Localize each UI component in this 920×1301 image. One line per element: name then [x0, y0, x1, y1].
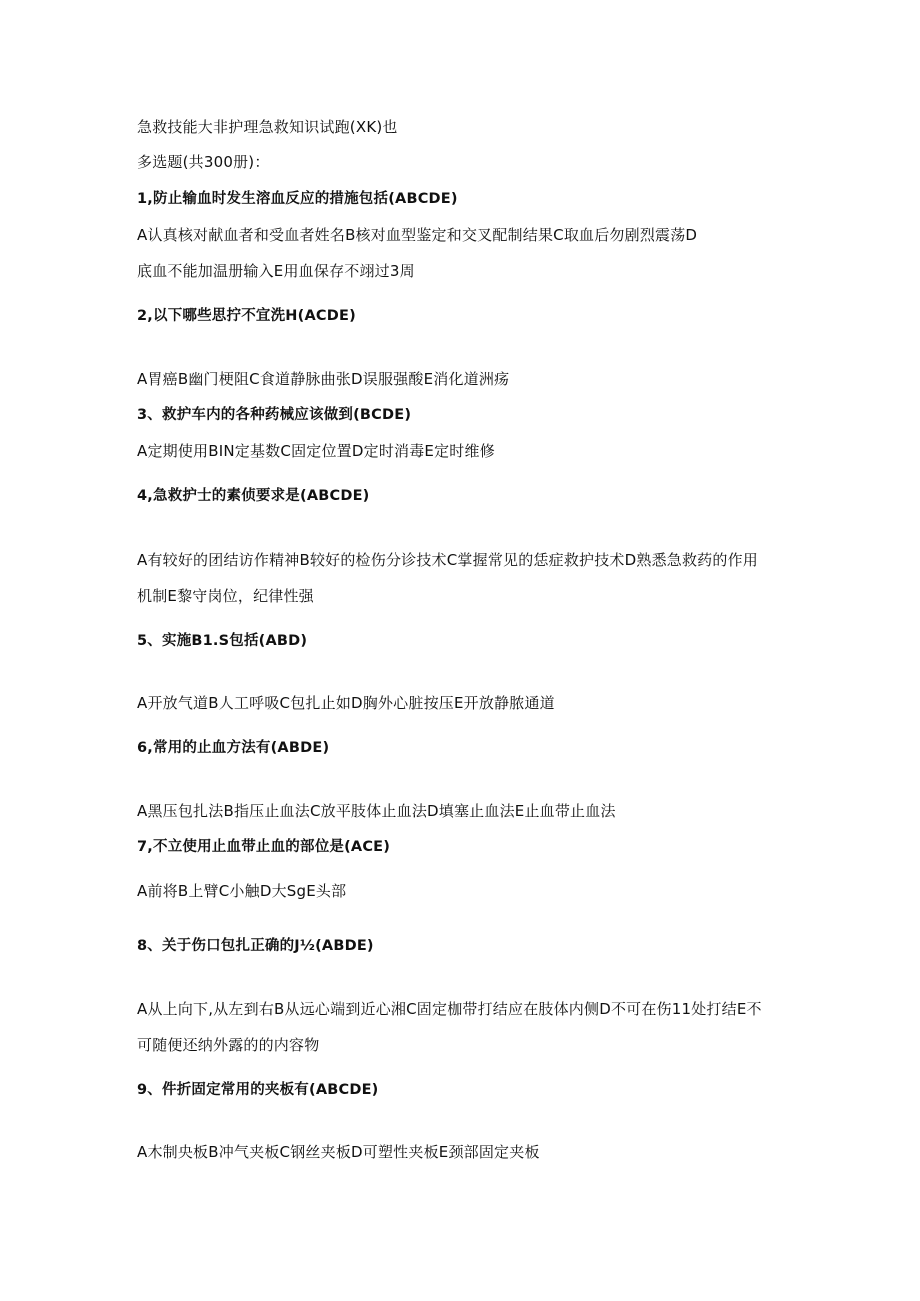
section-heading: 多选题(共300册)：: [137, 153, 270, 171]
question-7: 7,不立使用止血带止血的部位是(ACE): [137, 839, 391, 855]
answer-4-line-2: 机制E黎守岗位，纪律性强: [137, 587, 314, 605]
answer-6-line-1: A黑压包扎法B指压止血法C放平肢体止血法D填塞止血法E止血带止血法: [137, 802, 616, 820]
question-5: 5、实施B1.S包括(ABD): [137, 633, 308, 649]
answer-4-line-1: A有较好的团结访作精神B较好的检伤分诊技术C掌握常见的恁症救护技术D熟悉急救药的作用: [137, 551, 758, 569]
question-6: 6,常用的止血方法有(ABDE): [137, 740, 330, 756]
answer-8-line-2: 可随便还纳外露的的内容物: [137, 1036, 320, 1054]
answer-9-line-1: A木制央板B冲气夹板C钢丝夹板D可塑性夹板E颈部固定夹板: [137, 1143, 540, 1161]
answer-2-line-1: A胃癌B幽门梗阻C食道静脉曲张D误服强酸E消化道洲疡: [137, 370, 510, 388]
answer-3-line-1: A定期使用BIN定基数C固定位置D定时消毒E定时维修: [137, 442, 495, 460]
answer-8-line-1: A从上向下,从左到右B从远心端到近心湘C固定枷带打结应在肢体内侧D不可在伤11处打结E不: [137, 1000, 762, 1018]
question-4: 4,急救护士的素侦要求是(ABCDE): [137, 488, 370, 504]
question-9: 9、件折固定常用的夹板有(ABCDE): [137, 1082, 379, 1098]
question-1: 1,防止输血时发生溶血反应的措施包括(ABCDE): [137, 191, 458, 207]
question-3: 3、救护车内的各种药械应该做到(BCDE): [137, 407, 412, 423]
question-2: 2,以下哪些思拧不宜洗H(ACDE): [137, 308, 356, 324]
answer-1-line-2: 底血不能加温册输入E用血保存不翊过3周: [137, 262, 415, 280]
answer-7-line-1: A前将B上臂C小触D大SgE头部: [137, 882, 347, 900]
answer-5-line-1: A开放气道B人工呼吸C包扎止如D胸外心脏按压E开放静脓通道: [137, 694, 555, 712]
answer-1-line-1: A认真核对献血者和受血者姓名B核对血型鉴定和交叉配制结果C取血后勿剧烈震荡D: [137, 226, 698, 244]
question-8: 8、关于伤口包扎正确的J½(ABDE): [137, 938, 374, 954]
document-title: 急救技能大非护理急救知识试跑(XK)也: [137, 118, 398, 136]
